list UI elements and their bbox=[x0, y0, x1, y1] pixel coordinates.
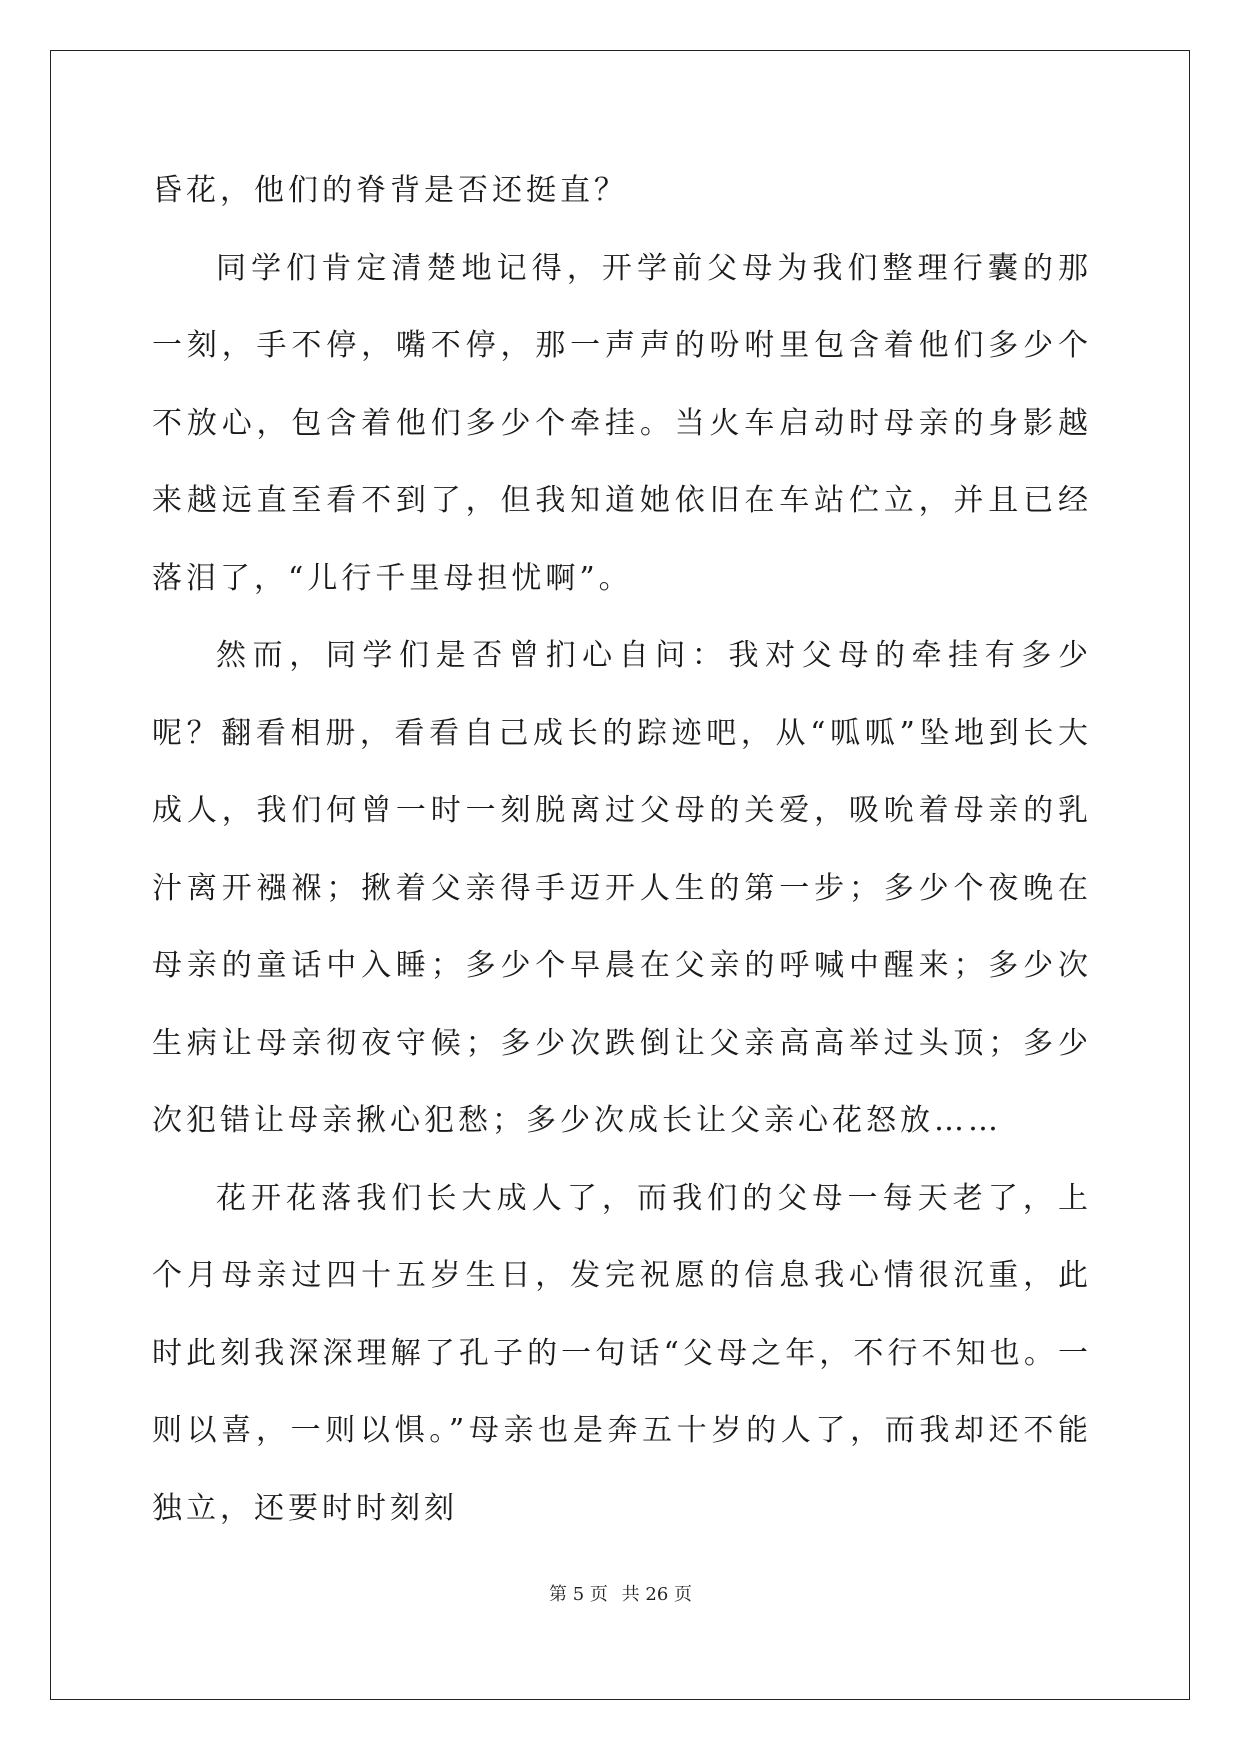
paragraph-2: 同学们肯定清楚地记得，开学前父母为我们整理行囊的那一刻，手不停，嘴不停，那一声声的吩咐里包含着他们多少个不放心，包含着他们多少个牵挂。当火车启动时母亲的身影越来越远直至看不到了，但我知道她依旧在车站伫立，并且已经落泪了，“儿行千里母担忧啊”。 bbox=[152, 250, 1092, 596]
page-number: 第 5 页 bbox=[549, 1584, 608, 1605]
page-total: 共 26 页 bbox=[621, 1584, 692, 1605]
paragraph-4: 花开花落我们长大成人了，而我们的父母一每天老了，上个月母亲过四十五岁生日，发完祝愿的信息我心情很沉重，此时此刻我深深理解了孔子的一句话“父母之年，不行不知也。一则以喜，一则以惧。”母亲也是奔五十岁的人了，而我却还不能独立，还要时时刻刻 bbox=[152, 1180, 1092, 1526]
document-body bbox=[152, 152, 1092, 1547]
page-footer bbox=[0, 1580, 1241, 1606]
paragraph-3: 然而，同学们是否曾扪心自问：我对父母的牵挂有多少呢？翻看相册，看看自己成长的踪迹吧，从“呱呱”坠地到长大成人，我们何曾一时一刻脱离过父母的关爱，吸吮着母亲的乳汁离开襁褓；揪着父亲得手迈开人生的第一步；多少个夜晚在母亲的童话中入睡；多少个早晨在父亲的呼喊中醒来；多少次生病让母亲彻夜守候；多少次跌倒让父亲高高举过头顶；多少次犯错让母亲揪心犯愁；多少次成长让父亲心花怒放…… bbox=[152, 638, 1092, 1138]
paragraph-1: 昏花，他们的脊背是否还挺直？ bbox=[152, 173, 628, 208]
